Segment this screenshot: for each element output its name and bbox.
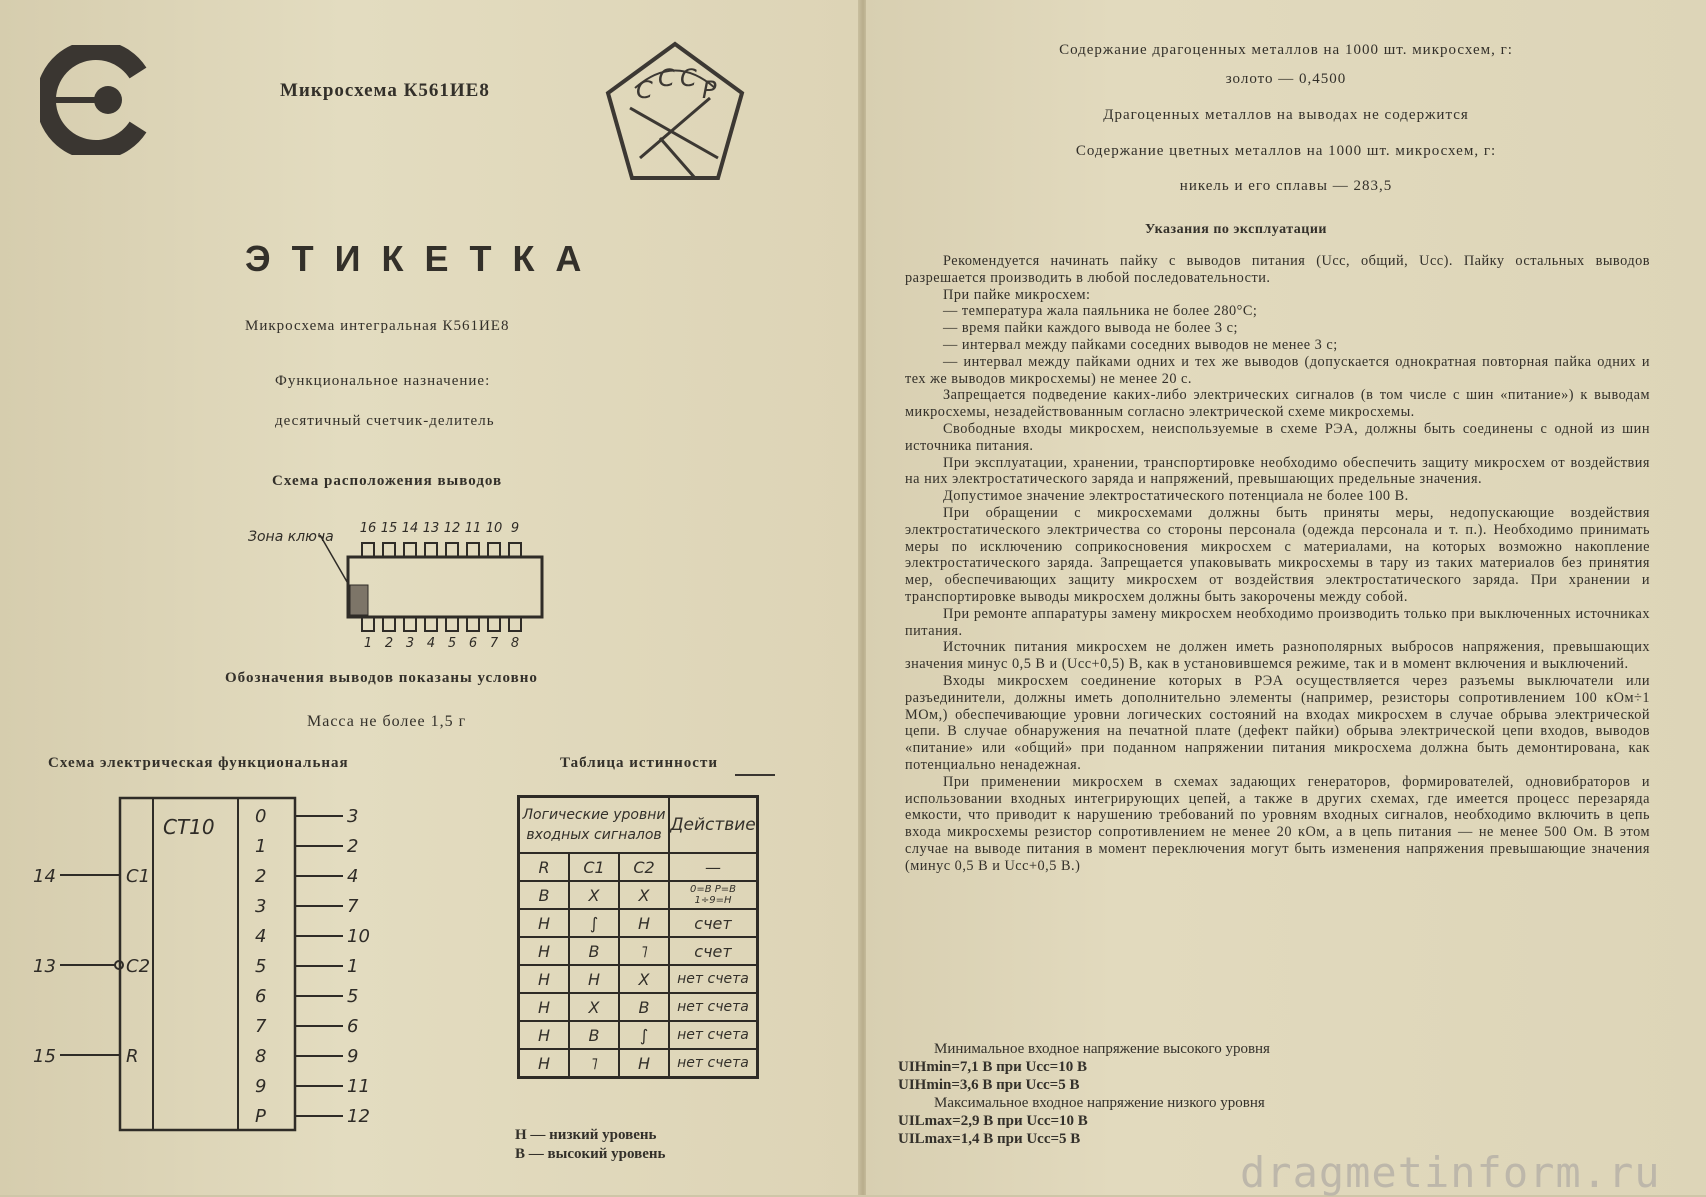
instruction-paragraph: Рекомендуется начинать пайку с выводов питания (Ucc, общий, Ucc). Пайку остальных выводов разрешается производить в любой последовательности. [905, 253, 1650, 286]
truth-cell: Н [519, 937, 570, 965]
truth-col-header: C2 [619, 853, 669, 881]
pin-number: 8 [510, 636, 520, 651]
pinout-diagram [240, 515, 560, 655]
pin-number: 10 [485, 521, 503, 536]
instruction-paragraph: Допустимое значение электростатического потенциала не более 100 В. [943, 488, 1409, 505]
truth-cell: нет счета [669, 1021, 758, 1049]
truth-cell: нет счета [669, 965, 758, 993]
truth-cell: ˥ [619, 937, 669, 965]
truth-cell: ˥ [569, 1049, 619, 1078]
pin-number: 16 [359, 521, 377, 536]
pin-number: 13 [422, 521, 440, 536]
truth-cell: В [569, 1021, 619, 1049]
output-name: 9 [255, 1076, 267, 1097]
instruction-item: — интервал между пайками одних и тех же выводов (допускается однократная повторная пайка одних и тех же выводов микросхемы) не менее 20 с. [905, 353, 1650, 387]
instruction-item: — интервал между пайками соседних выводов не менее 3 с; [943, 336, 1338, 353]
pin-number: 6 [468, 636, 478, 651]
output-name: 7 [255, 1016, 267, 1037]
truth-col-header: C1 [569, 853, 619, 881]
max-low-value: UILmax=1,4 В при Ucc=5 В [898, 1131, 1081, 1147]
max-low-title: Максимальное входное напряжение низкого уровня [934, 1095, 1265, 1111]
title-underline [735, 774, 775, 776]
output-pin-number: 2 [347, 836, 359, 857]
truth-cell: Н [619, 909, 669, 937]
legend-low: Н — низкий уровень [515, 1127, 657, 1143]
instruction-paragraph: При обращении с микросхемами должны быть приняты меры, недопускающие воздействия электростатического электричества со стороны персонала (одежда персонала и т. п.). Необходимо принимать меры по исключению соприкосновения микросхем с материалами, на которых возможно накопление электростатического заряда. Запрещается упаковывать микросхемы в тару из таких материалов без принятия мер, обеспечивающих защиту микросхем от воздействия электростатического заряда. При хранении и транспортировке выводы микросхем должны быть закорочены между собой. [905, 504, 1650, 605]
table-row [519, 937, 758, 965]
output-pin-number: 11 [347, 1076, 370, 1097]
output-pin-number: 5 [347, 986, 359, 1007]
output-name: 3 [255, 896, 267, 917]
manufacturer-logo [40, 45, 152, 155]
output-pin-number: 12 [347, 1106, 370, 1127]
output-name: 5 [255, 956, 267, 977]
output-pin-number: 7 [347, 896, 359, 917]
truth-cell: Н [519, 965, 570, 993]
circuit-title: Схема электрическая функциональная [48, 755, 349, 771]
output-name: 8 [255, 1046, 267, 1067]
ic-label: CT10 [163, 815, 215, 839]
truth-cell: Н [519, 909, 570, 937]
output-name: 1 [255, 836, 267, 857]
instructions-title: Указания по эксплуатации [1145, 222, 1327, 237]
voltage-parameters [898, 1040, 1270, 1148]
pin-number: 3 [405, 636, 415, 651]
chip-name-header: Микросхема К561ИЕ8 [280, 80, 490, 101]
legend-high: В — высокий уровень [515, 1146, 666, 1162]
instruction-paragraph: Входы микросхем соединение которых в РЭА осуществляется через разъемы выключатели или разъединители, должны иметь дополнительно элементы (например, резисторы сопротивлением 100 кОм÷1 МОм,) обеспечивающие уровни логических состояний на входах микросхем в случае обрыва электрической цепи. В случае обнаружения на печатной плате (дефект пайки) обрыва электрической цепи входов, выводов «питание» или «общий» при поданном напряжении питания микросхема должна быть демонтирована, как потенциально ненадежная. [905, 672, 1650, 773]
pin-note: Обозначения выводов показаны условно [225, 670, 538, 686]
truth-cell: счет [669, 937, 758, 965]
pin-number: 15 [380, 521, 398, 536]
truth-cell: Н [519, 993, 570, 1021]
truth-cell: Н [519, 1049, 570, 1078]
table-row [519, 881, 758, 909]
table-row [519, 1021, 758, 1049]
truth-cell: В [569, 937, 619, 965]
truth-cell: Н [619, 1049, 669, 1078]
output-name: 0 [255, 806, 267, 827]
document-subtitle: Микросхема интегральная К561ИЕ8 [245, 318, 510, 334]
function-value: десятичный счетчик-делитель [275, 413, 495, 429]
instruction-paragraph: Источник питания микросхем не должен иметь разнополярных выбросов напряжения, превышающих значения минус 0,5 В и (Ucc+0,5) В, как в установившемся режиме, так и в момент включения и выключений. [905, 639, 1650, 673]
truth-table [517, 795, 759, 1079]
pin-number: 11 [464, 521, 482, 536]
table-row [519, 1049, 758, 1078]
min-high-value: UIHmin=7,1 В при Ucc=10 В [898, 1059, 1087, 1075]
functional-diagram [25, 790, 385, 1140]
truth-cell: Х [619, 965, 669, 993]
gold-content: золото — 0,4500 [1225, 71, 1347, 87]
truth-cell: нет счета [669, 1049, 758, 1078]
input-name: C2 [126, 956, 151, 977]
output-name: P [255, 1106, 266, 1127]
instruction-paragraph: Свободные входы микросхем, неиспользуемые в схеме РЭА, должны быть соединены с одной из шин источника питания. [905, 420, 1650, 454]
truth-cell: Х [569, 881, 619, 909]
pinout-title: Схема расположения выводов [272, 473, 503, 489]
instructions-body [905, 253, 1650, 874]
table-row [519, 909, 758, 937]
truth-cell: нет счета [669, 993, 758, 1021]
svg-text:С: С [658, 64, 675, 92]
instruction-paragraph: При применении микросхем в схемах задающих генераторов, формирователей, одновибраторов и использовании входных интегрирующих цепей, а также в других схемах, где имеется процесс перезаряда емкости, что приводит к нарушению требований по уровням входных сигналов, необходимо включить в цепь входа микросхемы резистор сопротивлением не менее 20 кОм, а в цепь питания — не менее 500 Ом. В этом случае на выводе питания в момент переключения могут быть изменения напряжения превышающие значения (минус 0,5 В и Ucc+0,5 В.) [905, 773, 1650, 874]
pin-number: 9 [510, 521, 520, 536]
truth-cell: В [519, 881, 570, 909]
output-name: 2 [255, 866, 267, 887]
truth-header-levels: Логические уровни входных сигналов [519, 797, 670, 854]
pin-number: 1 [363, 636, 373, 651]
quality-mark-stamp [600, 38, 750, 188]
input-pin-number: 15 [33, 1046, 56, 1067]
instruction-item: — время пайки каждого вывода не более 3 с; [943, 320, 1238, 337]
truth-cell: Н [519, 1021, 570, 1049]
instruction-paragraph: Запрещается подведение каких-либо электрических сигналов (в том числе с шин «питание») к выводам микросхемы, незадействованным согласно электрической схеме микросхемы. [905, 387, 1650, 421]
output-pin-number: 10 [347, 926, 370, 947]
watermark-text: dragmetinform.ru [1240, 1148, 1661, 1197]
output-pin-number: 3 [347, 806, 359, 827]
no-pins-metal: Драгоценных металлов на выводах не содержится [1103, 107, 1469, 123]
truth-header-action: Действие [669, 797, 758, 854]
pin-number: 12 [443, 521, 461, 536]
pin-number: 14 [401, 521, 419, 536]
truth-col-header: R [519, 853, 570, 881]
output-name: 4 [255, 926, 267, 947]
truth-table-title: Таблица истинности [560, 755, 718, 771]
input-pin-number: 13 [33, 956, 56, 977]
output-pin-number: 6 [347, 1016, 359, 1037]
instruction-paragraph: При ремонте аппаратуры замену микросхем необходимо производить только при выключенных источниках питания. [905, 605, 1650, 639]
input-pin-number: 14 [33, 866, 56, 887]
svg-text:С: С [636, 76, 653, 104]
truth-cell: Н [569, 965, 619, 993]
pin-number: 2 [384, 636, 394, 651]
function-label: Функциональное назначение: [275, 373, 491, 389]
instruction-paragraph: При эксплуатации, хранении, транспортировке необходимо обеспечить защиту микросхем от воздействия на них электростатического заряда и напряжений, превышающих предельные значения. [905, 454, 1650, 488]
truth-cell: счет [669, 909, 758, 937]
output-pin-number: 4 [347, 866, 359, 887]
truth-cell: Х [569, 993, 619, 1021]
truth-cell: ∫ [619, 1021, 669, 1049]
truth-cell: В [619, 993, 669, 1021]
nickel-content: никель и его сплавы — 283,5 [1179, 178, 1393, 194]
svg-text:С: С [680, 64, 697, 92]
truth-cell: 0=В P=В 1÷9=Н [669, 881, 758, 909]
key-zone-label: Зона ключа [248, 529, 334, 545]
pin-number: 5 [447, 636, 457, 651]
output-pin-number: 9 [347, 1046, 359, 1067]
truth-cell: Х [619, 881, 669, 909]
document-heading: ЭТИКЕТКА [245, 238, 603, 279]
nonferrous-metals-line: Содержание цветных металлов на 1000 шт. микросхем, г: [1075, 143, 1497, 159]
pin-number: 4 [426, 636, 436, 651]
output-pin-number: 1 [347, 956, 359, 977]
max-low-value: UILmax=2,9 В при Ucc=10 В [898, 1113, 1088, 1129]
instruction-paragraph: При пайке микросхем: [943, 286, 1091, 303]
input-name: C1 [126, 866, 151, 887]
output-name: 6 [255, 986, 267, 1007]
precious-metals-line: Содержание драгоценных металлов на 1000 шт. микросхем, г: [1059, 42, 1513, 58]
truth-cell-empty: — [669, 853, 758, 881]
svg-text:Р: Р [702, 76, 717, 104]
instruction-item: — температура жала паяльника не более 280°С; [943, 303, 1258, 320]
truth-cell: ∫ [569, 909, 619, 937]
min-high-value: UIHmin=3,6 В при Ucc=5 В [898, 1077, 1080, 1093]
table-row [519, 965, 758, 993]
table-row [519, 993, 758, 1021]
min-high-title: Минимальное входное напряжение высокого уровня [934, 1041, 1270, 1057]
pin-number: 7 [489, 636, 499, 651]
input-name: R [126, 1046, 139, 1067]
mass-label: Масса не более 1,5 г [307, 713, 467, 730]
